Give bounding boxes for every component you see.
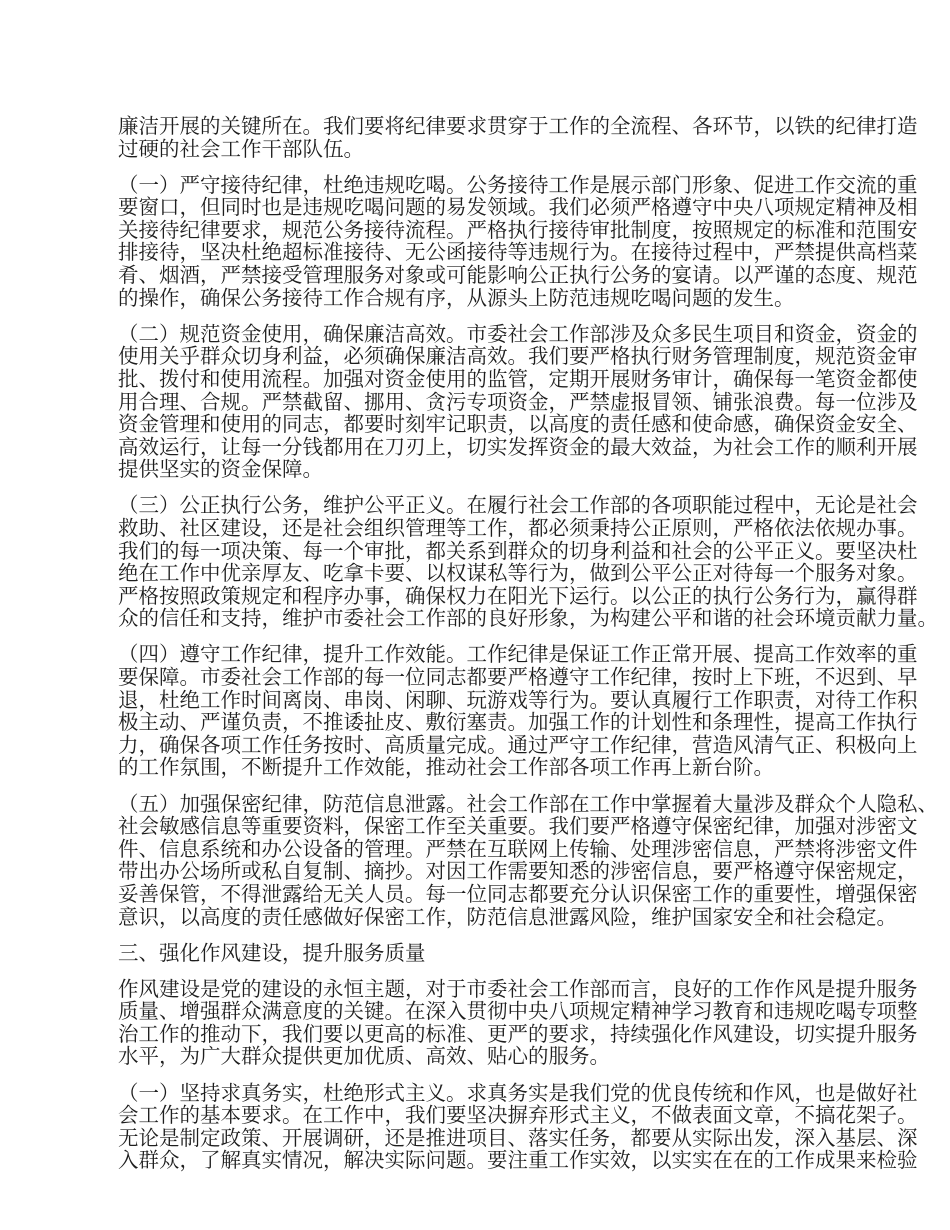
- paragraph: [118, 1080, 918, 1173]
- text-line: 意识，以高度的责任感做好保密工作，防范信息泄露风险，维护国家安全和社会稳定。: [118, 904, 897, 929]
- paragraph: [118, 976, 918, 1069]
- text-line: 质量、增强群众满意度的关键。在深入贯彻中央八项规定精神学习教育和违规吃喝专项整: [118, 999, 918, 1024]
- paragraph: [118, 114, 918, 161]
- text-line: 要保障。市委社会工作部的每一位同志都要严格遵守工作纪律，按时上下班，不迟到、早: [118, 665, 918, 690]
- paragraph: [118, 172, 918, 310]
- text-line: （四）遵守工作纪律，提升工作效能。工作纪律是保证工作正常开展、提高工作效率的重: [118, 642, 918, 667]
- text-line: （三）公正执行公务，维护公平正义。在履行社会工作部的各项职能过程中，无论是社会: [118, 493, 918, 518]
- text-line: （一）坚持求真务实，杜绝形式主义。求真务实是我们党的优良传统和作风，也是做好社: [118, 1080, 918, 1105]
- text-line: 作风建设是党的建设的永恒主题，对于市委社会工作部而言，良好的工作作风是提升服务: [118, 976, 918, 1001]
- text-line: 批、拨付和使用流程。加强对资金使用的监管，定期开展财务审计，确保每一笔资金都使: [118, 366, 918, 391]
- paragraph: [118, 642, 918, 780]
- text-line: 排接待，坚决杜绝超标准接待、无公函接待等违规行为。在接待过程中，严禁提供高档菜: [118, 240, 918, 265]
- text-line: 使用关乎群众切身利益，必须确保廉洁高效。我们要严格执行财务管理制度，规范资金审: [118, 344, 918, 369]
- paragraph: [118, 791, 938, 929]
- text-line: 要窗口，但同时也是违规吃喝问题的易发领域。我们必须严格遵守中央八项规定精神及相: [118, 195, 918, 220]
- text-line: 过硬的社会工作干部队伍。: [118, 136, 364, 161]
- text-line: 众的信任和支持，维护市委社会工作部的良好形象，为构建公平和谐的社会环境贡献力量。: [118, 606, 938, 631]
- text-line: 的操作，确保公务接待工作合规有序，从源头上防范违规吃喝问题的发生。: [118, 285, 795, 310]
- text-line: 用合理、合规。严禁截留、挪用、贪污专项资金，严禁虚报冒领、铺张浪费。每一位涉及: [118, 389, 918, 414]
- text-line: 我们的每一项决策、每一个审批，都关系到群众的切身利益和社会的公平正义。要坚决杜: [118, 538, 918, 563]
- text-line: 资金管理和使用的同志，都要时刻牢记职责，以高度的责任感和使命感，确保资金安全、: [118, 412, 918, 437]
- text-line: 提供坚实的资金保障。: [118, 457, 323, 482]
- paragraph: [118, 493, 938, 631]
- text-line: 三、强化作风建设，提升服务质量: [118, 940, 426, 965]
- text-line: 入群众，了解真实情况，解决实际问题。要注重工作实效，以实实在在的工作成果来检验: [118, 1148, 918, 1173]
- text-line: 退，杜绝工作时间离岗、串岗、闲聊、玩游戏等行为。要认真履行工作职责，对待工作积: [118, 687, 918, 712]
- text-line: 关接待纪律要求，规范公务接待流程。严格执行接待审批制度，按照规定的标准和范围安: [118, 217, 918, 242]
- paragraph: [118, 321, 918, 482]
- text-line: 社会敏感信息等重要资料，保密工作至关重要。我们要严格遵守保密纪律，加强对涉密文: [118, 814, 918, 839]
- text-line: 件、信息系统和办公设备的管理。严禁在互联网上传输、处理涉密信息，严禁将涉密文件: [118, 836, 918, 861]
- text-line: 水平，为广大群众提供更加优质、高效、贴心的服务。: [118, 1044, 610, 1069]
- text-line: 绝在工作中优亲厚友、吃拿卡要、以权谋私等行为，做到公平公正对待每一个服务对象。: [118, 561, 918, 586]
- document-page: [118, 114, 938, 1185]
- text-line: （一）严守接待纪律，杜绝违规吃喝。公务接待工作是展示部门形象、促进工作交流的重: [118, 172, 918, 197]
- text-line: 肴、烟酒，严禁接受管理服务对象或可能影响公正执行公务的宴请。以严谨的态度、规范: [118, 263, 918, 288]
- text-line: 带出办公场所或私自复制、摘抄。对因工作需要知悉的涉密信息，要严格遵守保密规定，: [118, 859, 918, 884]
- text-line: 治工作的推动下，我们要以更高的标准、更严的要求，持续强化作风建设，切实提升服务: [118, 1021, 918, 1046]
- text-line: 廉洁开展的关键所在。我们要将纪律要求贯穿于工作的全流程、各环节，以铁的纪律打造: [118, 114, 918, 138]
- text-line: 极主动、严谨负责，不推诿扯皮、敷衍塞责。加强工作的计划性和条理性，提高工作执行: [118, 710, 918, 735]
- text-line: 妥善保管，不得泄露给无关人员。每一位同志都要充分认识保密工作的重要性，增强保密: [118, 881, 918, 906]
- section-heading: [118, 942, 838, 965]
- text-line: 救助、社区建设，还是社会组织管理等工作，都必须秉持公正原则，严格依法依规办事。: [118, 516, 918, 540]
- text-line: 高效运行，让每一分钱都用在刀刃上，切实发挥资金的最大效益，为社会工作的顺利开展: [118, 434, 918, 459]
- text-line: （二）规范资金使用，确保廉洁高效。市委社会工作部涉及众多民生项目和资金，资金的: [118, 321, 918, 346]
- text-line: 力，确保各项工作任务按时、高质量完成。通过严守工作纪律，营造风清气正、积极向上: [118, 732, 918, 757]
- text-line: 无论是制定政策、开展调研，还是推进项目、落实任务，都要从实际出发，深入基层、深: [118, 1125, 918, 1150]
- text-line: 的工作氛围，不断提升工作效能，推动社会工作部各项工作再上新台阶。: [118, 755, 774, 780]
- text-line: 会工作的基本要求。在工作中，我们要坚决摒弃形式主义，不做表面文章，不搞花架子。: [118, 1103, 918, 1128]
- text-line: （五）加强保密纪律，防范信息泄露。社会工作部在工作中掌握着大量涉及群众个人隐私、: [118, 791, 938, 816]
- text-line: 严格按照政策规定和程序办事，确保权力在阳光下运行。以公正的执行公务行为，赢得群: [118, 583, 918, 608]
